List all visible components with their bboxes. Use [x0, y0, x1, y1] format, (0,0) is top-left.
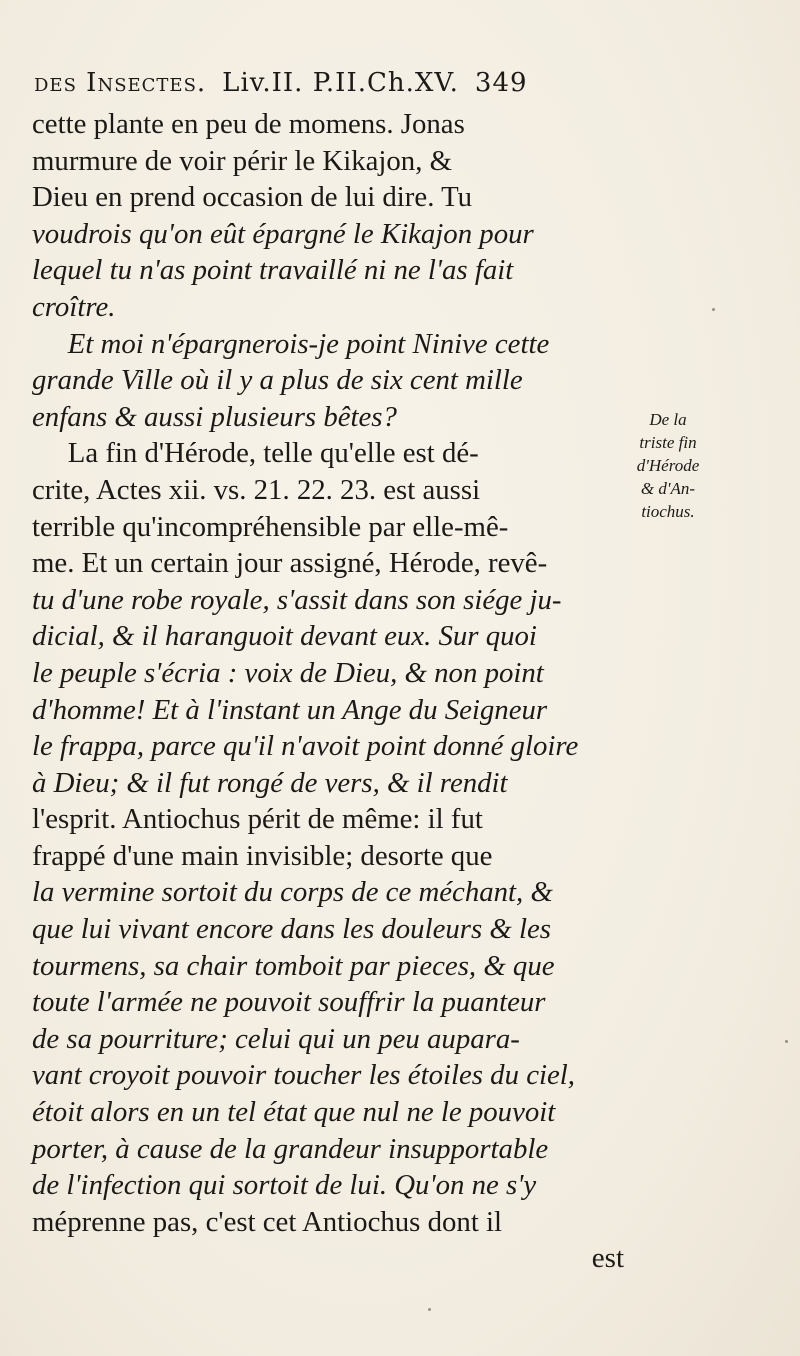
body-text: [32, 106, 642, 1277]
text-line: lequel tu n'as point travaillé ni ne l'as fait: [32, 254, 514, 287]
text-line: à Dieu; & il fut rongé de vers, & il rendit: [32, 766, 508, 799]
text-line: La fin d'Hérode, telle qu'elle est dé-: [67, 437, 479, 470]
text-line: étoit alors en un tel état que nul ne le pouvoit: [32, 1096, 556, 1129]
text-line: voudrois qu'on eût épargné le Kikajon pour: [32, 217, 534, 250]
text-line: murmure de voir périr le Kikajon, &: [32, 144, 453, 177]
text-line: crite, Actes xii. vs. 21. 22. 23. est aussi: [32, 473, 481, 506]
text-line: grande Ville où il y a plus de six cent mille: [32, 364, 523, 397]
text-line: cette plante en peu de momens. Jonas: [32, 108, 465, 140]
text-line: l'esprit. Antiochus périt de même: il fut: [32, 803, 483, 836]
text-line: me. Et un certain jour assigné, Hérode, revê-: [32, 547, 548, 580]
text-line: méprenne pas, c'est cet Antiochus dont il: [32, 1205, 503, 1238]
text-line: terrible qu'incompréhensible par elle-mê-: [32, 510, 509, 543]
text-line: tu d'une robe royale, s'assit dans son siége ju-: [32, 583, 562, 616]
chapter-location: Liv.II. P.II.Ch.XV.: [222, 68, 459, 98]
text-line: frappé d'une main invisible; desorte que: [32, 839, 493, 872]
text-line: de l'infection qui sortoit de lui. Qu'on ne s'y: [32, 1169, 537, 1202]
text-line: Dieu en prend occasion de lui dire. Tu: [32, 181, 473, 214]
ink-speck: [785, 1040, 788, 1043]
running-title: des Insectes.: [34, 68, 207, 98]
text-line: la vermine sortoit du corps de ce méchant, &: [32, 876, 553, 909]
text-line: enfans & aussi plusieurs bêtes?: [32, 400, 397, 433]
text-line: porter, à cause de la grandeur insupportable: [32, 1132, 549, 1165]
margin-note-line: & d'An-: [640, 479, 696, 498]
text-line: vant croyoit pouvoir toucher les étoiles du ciel,: [32, 1059, 575, 1092]
text-line: de sa pourriture; celui qui un peu aupara-: [32, 1022, 520, 1055]
margin-note-line: triste fin: [639, 433, 697, 452]
margin-note-line: De la: [649, 410, 687, 429]
text-line: d'homme! Et à l'instant un Ange du Seigneur: [32, 693, 548, 726]
page-number: 349: [474, 68, 528, 98]
text-line: croître.: [32, 290, 116, 323]
margin-note-line: tiochus.: [641, 502, 695, 521]
text-line: toute l'armée ne pouvoit souffrir la puanteur: [32, 986, 546, 1019]
margin-note-line: d'Hérode: [636, 456, 700, 475]
text-line: le peuple s'écria : voix de Dieu, & non point: [32, 656, 544, 689]
running-header: [34, 68, 634, 98]
text-line: le frappa, parce qu'il n'avoit point donné gloire: [32, 730, 579, 763]
margin-note: [608, 408, 728, 523]
text-line: que lui vivant encore dans les douleurs & les: [32, 913, 552, 946]
text-line: dicial, & il haranguoit devant eux. Sur quoi: [32, 620, 537, 653]
text-line: tourmens, sa chair tomboit par pieces, & que: [32, 949, 555, 982]
ink-speck: [428, 1308, 431, 1311]
text-line: Et moi n'épargnerois-je point Ninive cette: [67, 327, 550, 360]
catchword: est: [591, 1242, 624, 1275]
ink-speck: [712, 308, 715, 311]
